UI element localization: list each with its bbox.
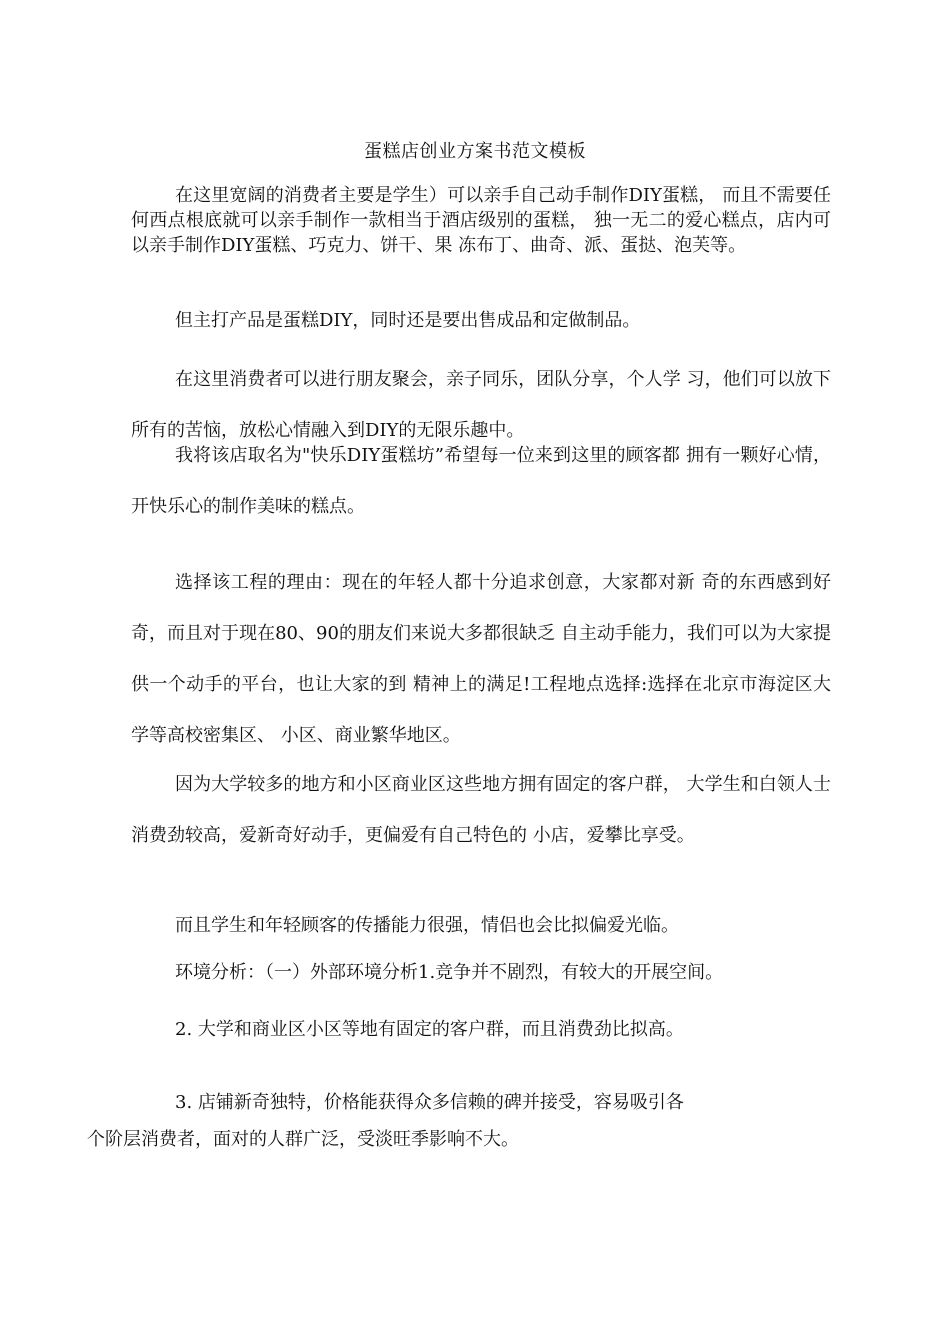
paragraph-1: 在这里宽阔的消费者主要是学生）可以亲手自己动手制作DIY蛋糕， 而且不需要任何西点根底就可以亲手制作一款相当于酒店级别的蛋糕， 独一无二的爱心糕点，店内可以亲手制作DIY蛋糕、巧克力、饼干、果 冻布丁、曲奇、派、蛋挞、泡芙等。 bbox=[131, 185, 831, 256]
paragraph-6: 因为大学较多的地方和小区商业区这些地方拥有固定的客户群， 大学生和白领人士消费劲较高，爱新奇好动手，更偏爱有自己特色的 小店，爱攀比享受。 bbox=[131, 774, 831, 846]
paragraph-2: 但主打产品是蛋糕DIY，同时还是要出售成品和定做制品。 bbox=[175, 310, 641, 331]
document-title: 蛋糕店创业方案书范文模板 bbox=[364, 141, 586, 162]
paragraph-10-line-1: 3. 店铺新奇独特，价格能获得众多信赖的碑并接受，容易吸引各 bbox=[175, 1092, 684, 1113]
paragraph-7: 而且学生和年轻顾客的传播能力很强，情侣也会比拟偏爱光临。 bbox=[175, 915, 679, 936]
paragraph-10 bbox=[87, 1090, 831, 1152]
paragraph-4: 我将该店取名为"快乐DIY蛋糕坊”希望每一位来到这里的顾客都 拥有一颗好心情，开快乐心的制作美味的糕点。 bbox=[131, 445, 831, 517]
paragraph-5: 选择该工程的理由：现在的年轻人都十分追求创意，大家都对新 奇的东西感到好奇，而且对于现在80、90的朋友们来说大多都很缺乏 自主动手能力，我们可以为大家提供一个动手的平台，也让大家的到 精神上的满足!工程地点选择:选择在北京市海淀区大学等高校密集区、 小区、商业繁华地区。 bbox=[131, 572, 831, 746]
paragraph-3: 在这里消费者可以进行朋友聚会，亲子同乐，团队分享，个人学 习，他们可以放下所有的苦恼，放松心情融入到DIY的无限乐趣中。 bbox=[131, 369, 831, 441]
paragraph-8: 环境分析：（一）外部环境分析1.竞争并不剧烈，有较大的开展空间。 bbox=[175, 962, 724, 983]
paragraph-9: 2. 大学和商业区小区等地有固定的客户群，而且消费劲比拟高。 bbox=[175, 1019, 684, 1040]
paragraph-10-line-2: 个阶层消费者，面对的人群广泛，受淡旺季影响不大。 bbox=[87, 1129, 519, 1150]
